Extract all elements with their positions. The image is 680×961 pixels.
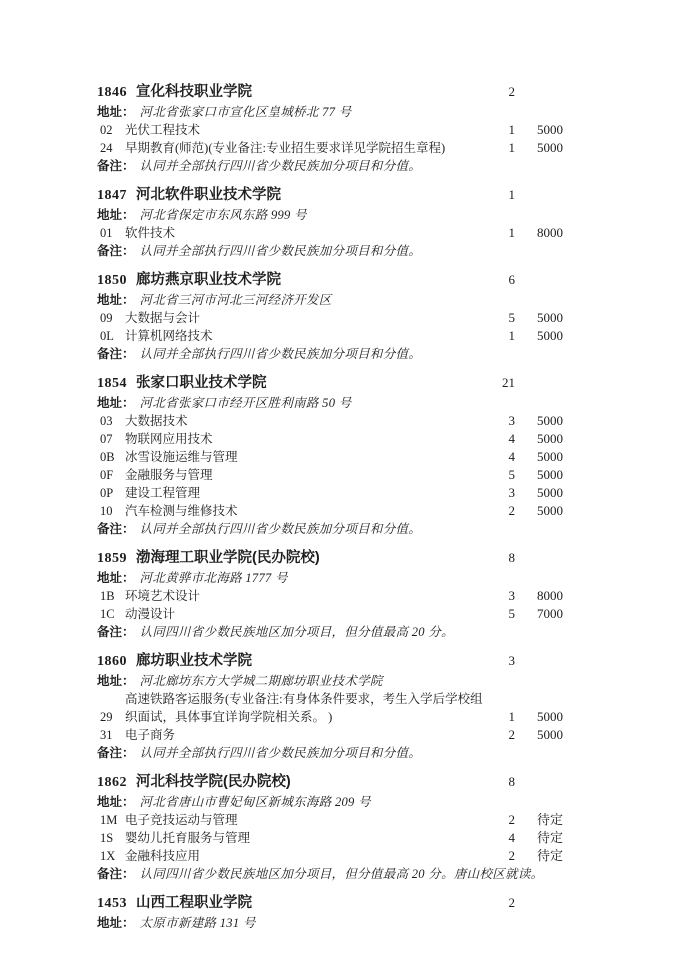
majors-list <box>97 224 563 242</box>
remark-value: 认同四川省少数民族地区加分项目，但分值最高 20 分。唐山校区就读。 <box>139 867 544 881</box>
address-value: 河北省张家口市经开区胜利南路 50 号 <box>139 396 352 410</box>
college-name: 山西工程职业学院 <box>136 895 252 911</box>
major-tuition-fee: 7000 <box>537 606 563 621</box>
college-header <box>97 548 563 569</box>
major-name: 金融科技应用 <box>125 849 201 863</box>
major-name: 光伏工程技术 <box>125 123 201 137</box>
major-row <box>97 139 563 157</box>
remark-label: 备注： <box>97 746 135 760</box>
major-code: 1M <box>100 813 118 827</box>
remark-row <box>97 345 563 363</box>
remark-value: 认同并全部执行四川省少数民族加分项目和分值。 <box>139 347 422 361</box>
college-block <box>97 548 563 641</box>
major-code: 07 <box>100 432 113 446</box>
majors-list <box>97 587 563 623</box>
address-value: 河北黄骅市北海路 1777 号 <box>139 571 288 585</box>
major-row <box>97 811 563 829</box>
remark-label: 备注： <box>97 244 135 258</box>
college-name: 廊坊燕京职业技术学院 <box>136 272 281 288</box>
major-tuition-fee: 5000 <box>537 485 563 500</box>
major-name: 建设工程管理 <box>125 486 201 500</box>
college-header <box>97 373 563 394</box>
college-block <box>97 373 563 538</box>
major-tuition-fee: 5000 <box>537 449 563 464</box>
major-name: 汽车检测与维修技术 <box>125 504 238 518</box>
major-row <box>97 327 563 345</box>
major-tuition-fee: 5000 <box>537 431 563 446</box>
remark-row <box>97 744 563 762</box>
remark-value: 认同并全部执行四川省少数民族加分项目和分值。 <box>139 746 422 760</box>
address-value: 河北省张家口市宣化区皇城桥北 77 号 <box>139 105 352 119</box>
college-code: 1846 <box>97 85 127 100</box>
college-code: 1453 <box>97 896 127 911</box>
college-total-count: 21 <box>502 375 515 390</box>
major-name: 大数据技术 <box>125 414 188 428</box>
major-name: 冰雪设施运维与管理 <box>125 450 238 464</box>
remark-value: 认同并全部执行四川省少数民族加分项目和分值。 <box>139 244 422 258</box>
major-row <box>97 829 563 847</box>
major-tuition-fee: 5000 <box>537 727 563 742</box>
college-list <box>97 82 563 932</box>
remark-label: 备注： <box>97 347 135 361</box>
college-header-left <box>97 651 473 672</box>
address-value: 河北省保定市东风东路 999 号 <box>139 208 307 222</box>
major-tuition-fee: 8000 <box>537 588 563 603</box>
major-plan-count: 1 <box>508 122 515 137</box>
college-header-left <box>97 82 473 103</box>
major-row <box>97 412 563 430</box>
address-label: 地址： <box>97 208 135 222</box>
major-row <box>97 466 563 484</box>
address-row <box>97 206 563 224</box>
remark-label: 备注： <box>97 522 135 536</box>
major-tuition-fee: 5000 <box>537 310 563 325</box>
major-row <box>97 430 563 448</box>
major-code: 09 <box>100 311 113 325</box>
college-total-count: 8 <box>508 774 515 789</box>
college-total-count: 1 <box>508 187 515 202</box>
college-header <box>97 651 563 672</box>
college-header-left <box>97 772 473 793</box>
major-tuition-fee: 待定 <box>536 812 563 827</box>
major-plan-count: 3 <box>508 413 515 428</box>
majors-list <box>97 811 563 865</box>
remark-label: 备注： <box>97 625 135 639</box>
majors-list <box>97 412 563 520</box>
college-header <box>97 270 563 291</box>
major-tuition-fee: 待定 <box>536 830 563 845</box>
major-tuition-fee: 5000 <box>537 122 563 137</box>
college-header <box>97 893 563 914</box>
major-row <box>97 121 563 139</box>
major-plan-count: 1 <box>508 140 515 155</box>
major-code: 0F <box>100 468 114 482</box>
major-code: 01 <box>100 226 113 240</box>
majors-list <box>97 690 563 744</box>
college-name: 河北科技学院(民办院校) <box>136 774 291 790</box>
college-code: 1859 <box>97 551 127 566</box>
major-code: 0P <box>100 486 114 500</box>
major-code: 29 <box>100 710 113 724</box>
address-label: 地址： <box>97 916 135 930</box>
major-code: 24 <box>100 141 113 155</box>
college-code: 1847 <box>97 188 127 203</box>
major-name: 早期教育(师范)(专业备注:专业招生要求详见学院招生章程) <box>125 141 446 155</box>
address-value: 河北廊坊东方大学城二期廊坊职业技术学院 <box>139 674 383 688</box>
major-plan-count: 4 <box>508 449 515 464</box>
major-row <box>97 309 563 327</box>
major-row <box>97 502 563 520</box>
remark-row <box>97 520 563 538</box>
college-name: 渤海理工职业学院(民办院校) <box>136 550 320 566</box>
college-block <box>97 185 563 260</box>
address-label: 地址： <box>97 105 135 119</box>
remark-row <box>97 157 563 175</box>
major-tuition-fee: 5000 <box>537 140 563 155</box>
major-plan-count: 1 <box>508 709 515 724</box>
college-code: 1850 <box>97 273 127 288</box>
major-name: 大数据与会计 <box>125 311 201 325</box>
major-name: 物联网应用技术 <box>125 432 213 446</box>
address-row <box>97 394 563 412</box>
college-name: 河北软件职业技术学院 <box>136 187 281 203</box>
major-code: 03 <box>100 414 113 428</box>
major-name: 环境艺术设计 <box>125 589 201 603</box>
major-plan-count: 1 <box>508 225 515 240</box>
major-name: 电子竞技运动与管理 <box>125 813 238 827</box>
major-plan-count: 4 <box>508 830 515 845</box>
major-plan-count: 2 <box>508 727 515 742</box>
major-plan-count: 5 <box>508 606 515 621</box>
address-value: 河北省唐山市曹妃甸区新城东海路 209 号 <box>139 795 371 809</box>
remark-label: 备注： <box>97 867 135 881</box>
address-row <box>97 569 563 587</box>
college-total-count: 2 <box>508 84 515 99</box>
major-plan-count: 4 <box>508 431 515 446</box>
major-row <box>97 726 563 744</box>
address-row <box>97 914 563 932</box>
college-header-left <box>97 185 473 206</box>
major-tuition-fee: 5000 <box>537 709 563 724</box>
college-total-count: 3 <box>508 653 515 668</box>
college-code: 1860 <box>97 654 127 669</box>
address-row <box>97 103 563 121</box>
major-name: 动漫设计 <box>125 607 176 621</box>
college-header-left <box>97 893 473 914</box>
major-plan-count: 1 <box>508 328 515 343</box>
address-label: 地址： <box>97 396 135 410</box>
major-name: 高速铁路客运服务(专业备注:有身体条件要求，考生入学后学校组织面试，具体事宜详询学院相关系。 ) <box>125 692 483 724</box>
major-row <box>97 690 563 726</box>
major-row <box>97 605 563 623</box>
major-plan-count: 3 <box>508 588 515 603</box>
major-plan-count: 2 <box>508 503 515 518</box>
major-tuition-fee: 5000 <box>537 503 563 518</box>
college-code: 1854 <box>97 376 127 391</box>
majors-list <box>97 121 563 157</box>
address-row <box>97 793 563 811</box>
college-block <box>97 772 563 883</box>
college-header-left <box>97 270 473 291</box>
college-code: 1862 <box>97 775 127 790</box>
college-block <box>97 893 563 932</box>
major-code: 10 <box>100 504 113 518</box>
major-name: 软件技术 <box>125 226 176 240</box>
address-row <box>97 291 563 309</box>
major-row <box>97 224 563 242</box>
major-code: 02 <box>100 123 113 137</box>
major-code: 1X <box>100 849 116 863</box>
college-header <box>97 772 563 793</box>
major-tuition-fee: 5000 <box>537 467 563 482</box>
remark-value: 认同并全部执行四川省少数民族加分项目和分值。 <box>139 522 422 536</box>
remark-row <box>97 865 563 883</box>
major-name: 婴幼儿托育服务与管理 <box>125 831 251 845</box>
major-name: 电子商务 <box>125 728 176 742</box>
college-total-count: 8 <box>508 550 515 565</box>
major-code: 1C <box>100 607 115 621</box>
major-name: 计算机网络技术 <box>125 329 213 343</box>
major-row <box>97 847 563 865</box>
college-header-left <box>97 373 473 394</box>
major-name: 金融服务与管理 <box>125 468 213 482</box>
major-tuition-fee: 8000 <box>537 225 563 240</box>
college-name: 宣化科技职业学院 <box>136 84 252 100</box>
address-label: 地址： <box>97 571 135 585</box>
college-block <box>97 651 563 762</box>
major-code: 1B <box>100 589 115 603</box>
address-value: 太原市新建路 131 号 <box>139 916 256 930</box>
address-value: 河北省三河市河北三河经济开发区 <box>139 293 332 307</box>
major-plan-count: 2 <box>508 848 515 863</box>
major-code: 31 <box>100 728 113 742</box>
major-row <box>97 484 563 502</box>
major-tuition-fee: 5000 <box>537 328 563 343</box>
major-row <box>97 448 563 466</box>
college-name: 张家口职业技术学院 <box>136 375 267 391</box>
major-code: 1S <box>100 831 114 845</box>
major-plan-count: 3 <box>508 485 515 500</box>
college-block <box>97 82 563 175</box>
address-label: 地址： <box>97 674 135 688</box>
address-label: 地址： <box>97 795 135 809</box>
college-header <box>97 82 563 103</box>
remark-value: 认同并全部执行四川省少数民族加分项目和分值。 <box>139 159 422 173</box>
remark-row <box>97 623 563 641</box>
major-tuition-fee: 5000 <box>537 413 563 428</box>
remark-value: 认同四川省少数民族地区加分项目，但分值最高 20 分。 <box>139 625 454 639</box>
major-plan-count: 5 <box>508 310 515 325</box>
major-code: 0B <box>100 450 115 464</box>
remark-label: 备注： <box>97 159 135 173</box>
major-row <box>97 587 563 605</box>
major-plan-count: 5 <box>508 467 515 482</box>
remark-row <box>97 242 563 260</box>
major-code: 0L <box>100 329 114 343</box>
college-block <box>97 270 563 363</box>
college-total-count: 2 <box>508 895 515 910</box>
college-header-left <box>97 548 473 569</box>
college-total-count: 6 <box>508 272 515 287</box>
college-header <box>97 185 563 206</box>
major-plan-count: 2 <box>508 812 515 827</box>
address-label: 地址： <box>97 293 135 307</box>
majors-list <box>97 309 563 345</box>
college-name: 廊坊职业技术学院 <box>136 653 252 669</box>
major-tuition-fee: 待定 <box>536 848 563 863</box>
address-row <box>97 672 563 690</box>
